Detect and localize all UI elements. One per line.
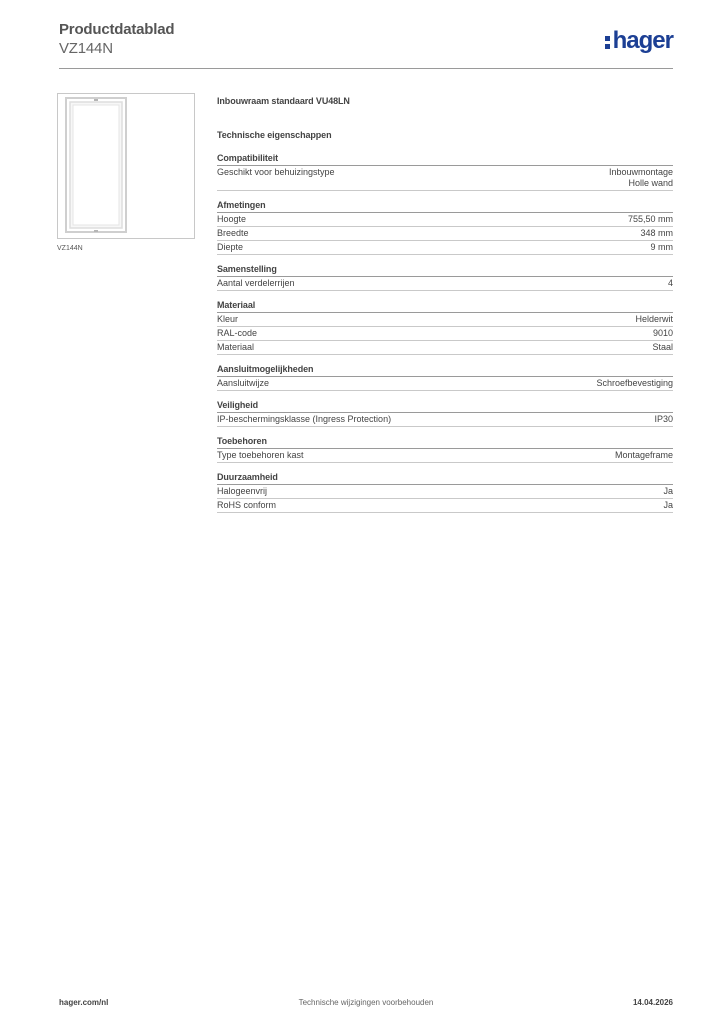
spec-row	[217, 277, 673, 291]
spec-value	[663, 500, 673, 511]
spec-group	[217, 435, 673, 463]
spec-value	[653, 328, 673, 339]
spec-row	[217, 413, 673, 427]
spec-value-line: 348 mm	[640, 228, 673, 238]
spec-value-line: Schroefbevestiging	[596, 378, 673, 388]
spec-group	[217, 263, 673, 291]
spec-group-title: Afmetingen	[217, 199, 673, 213]
spec-label: Halogeenvrij	[217, 486, 268, 496]
product-code: VZ144N	[59, 40, 113, 57]
header-divider	[59, 68, 673, 69]
spec-value-line: Montageframe	[614, 450, 673, 460]
spec-label: Geschikt voor behuizingstype	[217, 167, 335, 177]
spec-group-title: Samenstelling	[217, 263, 673, 277]
spec-value	[609, 167, 673, 189]
spec-value	[663, 486, 673, 497]
spec-label: RAL-code	[217, 328, 258, 338]
spec-group-title: Duurzaamheid	[217, 471, 673, 485]
spec-value	[654, 414, 673, 425]
spec-row	[217, 341, 673, 355]
spec-group-title: Aansluitmogelijkheden	[217, 363, 673, 377]
spec-value	[652, 342, 673, 353]
image-caption: VZ144N	[57, 245, 83, 252]
footer-date: 14.04.2026	[632, 998, 673, 1007]
product-image	[57, 93, 195, 239]
spec-row	[217, 213, 673, 227]
spec-value	[615, 450, 673, 461]
spec-label: Materiaal	[217, 342, 255, 352]
spec-groups	[217, 152, 673, 513]
hager-logo[interactable]	[605, 27, 673, 55]
spec-group-title: Compatibiliteit	[217, 152, 673, 166]
spec-group-title: Materiaal	[217, 299, 673, 313]
spec-value	[628, 214, 673, 225]
spec-value-line: Helderwit	[635, 314, 673, 324]
spec-row	[217, 449, 673, 463]
spec-label: Hoogte	[217, 214, 247, 224]
spec-value	[635, 314, 673, 325]
spec-value	[651, 242, 674, 253]
product-name: Inbouwraam standaard VU48LN	[217, 96, 350, 106]
document-title: Productdatablad	[59, 21, 175, 38]
spec-group	[217, 471, 673, 513]
spec-row	[217, 313, 673, 327]
spec-group	[217, 299, 673, 355]
spec-row	[217, 227, 673, 241]
spec-label: Breedte	[217, 228, 249, 238]
spec-row	[217, 166, 673, 191]
spec-value	[668, 278, 673, 289]
spec-group	[217, 199, 673, 255]
spec-row	[217, 241, 673, 255]
spec-value-line: 4	[667, 278, 673, 288]
logo-dots-icon	[605, 36, 610, 49]
spec-row	[217, 327, 673, 341]
spec-label: RoHS conform	[217, 500, 277, 510]
spec-value-line: Ja	[663, 500, 673, 510]
spec-label: IP-beschermingsklasse (Ingress Protection)	[217, 414, 392, 424]
spec-group	[217, 152, 673, 191]
spec-group	[217, 363, 673, 391]
spec-label: Type toebehoren kast	[217, 450, 304, 460]
footer-disclaimer: Technische wijzigingen voorbehouden	[298, 998, 434, 1007]
spec-row	[217, 377, 673, 391]
spec-row	[217, 485, 673, 499]
spec-value-line: Inbouwmontage	[608, 167, 673, 177]
spec-group-title: Veiligheid	[217, 399, 673, 413]
spec-value-line: 9010	[652, 328, 673, 338]
spec-row	[217, 499, 673, 513]
spec-value-line: 755,50 mm	[627, 214, 673, 224]
spec-label: Aansluitwijze	[217, 378, 270, 388]
footer-website-link[interactable]: hager.com/nl	[59, 998, 109, 1007]
specification-table	[217, 96, 673, 513]
spec-label: Aantal verdelerrijen	[217, 278, 295, 288]
page-header	[59, 21, 673, 71]
spec-label: Diepte	[217, 242, 244, 252]
spec-value-line: Ja	[663, 486, 673, 496]
spec-value-line: 9 mm	[650, 242, 673, 252]
spec-value-line: Staal	[652, 342, 673, 352]
spec-group-title: Toebehoren	[217, 435, 673, 449]
spec-value-line: IP30	[654, 414, 673, 424]
spec-value	[640, 228, 673, 239]
spec-value-line: Holle wand	[628, 178, 673, 188]
spec-group	[217, 399, 673, 427]
spec-label: Kleur	[217, 314, 239, 324]
mounting-frame-image	[58, 94, 194, 238]
section-title: Technische eigenschappen	[217, 130, 332, 140]
logo-text: hager	[612, 27, 673, 54]
spec-value	[596, 378, 673, 389]
